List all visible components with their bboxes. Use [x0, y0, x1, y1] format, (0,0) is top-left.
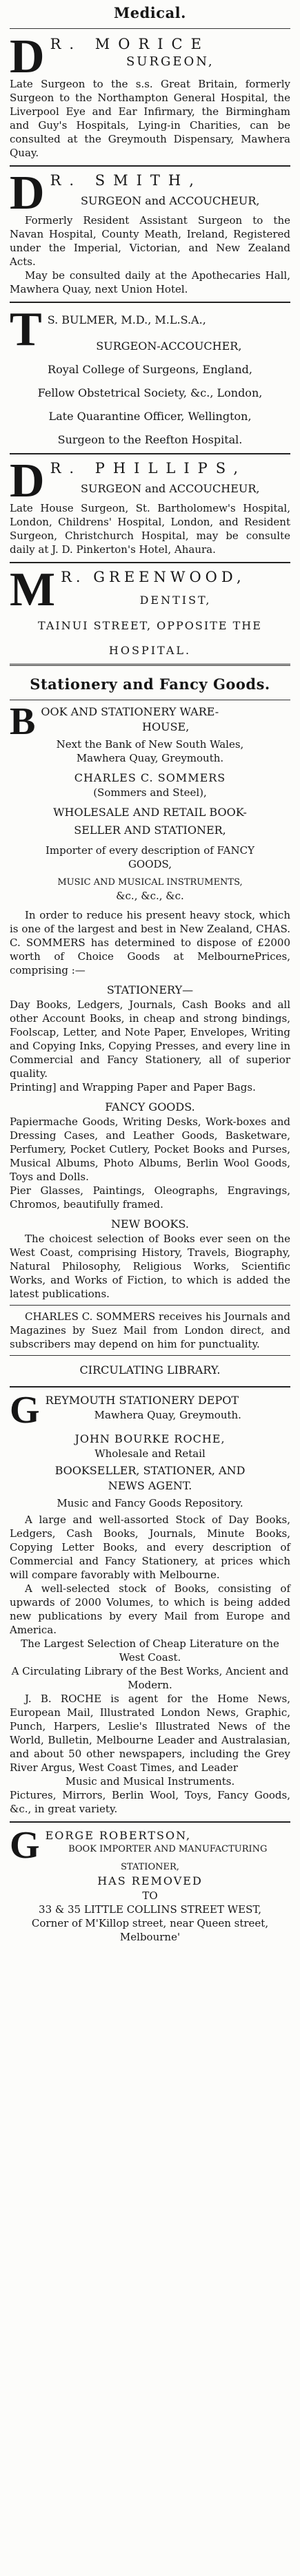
ad-line: BOOK IMPORTER AND MANUFACTURING	[68, 1844, 268, 1854]
ad-body: A well-selected stock of Books, consisting of upwards of 2000 Volumes, to which is being added new publications by every Mail from Europe and America.	[10, 1582, 290, 1636]
ad-line: TAINUI STREET, OPPOSITE THE	[38, 619, 262, 632]
ad-title: SURGEON-ACCOUCHER,	[96, 339, 242, 353]
ad-line: Corner of M'Killop street, near Queen street,	[31, 1917, 269, 1929]
ad-line: Late Quarantine Officer, Wellington,	[48, 410, 252, 423]
ad-title: SURGEON and ACCOUCHEUR,	[81, 194, 260, 208]
ad-name: R. MORICE	[50, 36, 210, 52]
ad-body-2: May be consulted daily at the Apothecaries Hall, Mawhera Quay, next Union Hotel.	[10, 269, 290, 295]
divider	[10, 453, 290, 454]
ad-body: A Circulating Library of the Best Works, Ancient and Modern.	[11, 1665, 289, 1691]
ad-line: Melbourne'	[119, 1931, 181, 1943]
ad-body: Day Books, Ledgers, Journals, Cash Books and all other Account Books, in cheap and strong bindings, Foolscap, Letter, and Note Paper, Envelopes, Writing and Copying Inks, Copying Presses, and every line in Commercial and Fancy Stationery, all of superior quality.	[10, 998, 290, 1080]
medical-section	[0, 0, 300, 666]
ad-line: HAS REMOVED	[97, 1874, 203, 1887]
ad-line: Fellow Obstetrical Society, &c., London,	[37, 386, 263, 399]
ad-body: J. B. ROCHE is agent for the Home News, European Mail, Illustrated London News, Graphic, Punch, Harpers, Leslie's Illustrated News of the World, Bulletin, Melbourne Leader and Australasian, and about 50 other newspapers, including the Grey River Argus, West Coast Times, and Leader	[10, 1693, 290, 1774]
ad-body: The choicest selection of Books ever seen on the West Coast, comprising History, Travels, Biography, Natural Philosophy, Religious Works, Scientific Works, and Works of Fiction, to which is added the latest publications.	[10, 1233, 290, 1300]
ad-body: Formerly Resident Assistant Surgeon to the Navan Hospital, County Meath, Ireland, Registered under the Imperial, Victorian, and New Zealand Acts.	[10, 214, 290, 268]
ad-subhead: CIRCULATING LIBRARY.	[79, 1363, 221, 1376]
ad-morice	[10, 30, 290, 160]
ad-body: Music and Musical Instruments.	[65, 1775, 235, 1788]
ad-trade: NEWS AGENT.	[108, 1479, 192, 1492]
ad-line: Mawhera Quay, Greymouth.	[94, 1409, 241, 1421]
dropcap-letter: G	[10, 1824, 40, 1867]
ad-line: 33 & 35 LITTLE COLLINS STREET WEST,	[39, 1903, 261, 1916]
dropcap-letter: M	[10, 563, 56, 616]
ad-line: Music and Fancy Goods Repository.	[57, 1497, 243, 1509]
ad-trade: WHOLESALE AND RETAIL BOOK-	[53, 806, 247, 819]
ad-body: Pictures, Mirrors, Berlin Wool, Toys, Fancy Goods, &c., in great variety.	[10, 1789, 290, 1815]
ad-body: Late Surgeon to the s.s. Great Britain, formerly Surgeon to the Northampton General Hospital, the Liverpool Eye and Ear Infirmary, the Birmingham and Guy's Hospitals, Lying-in Charities, can be consulted at the Greymouth Dispensary, Mawhera Quay.	[10, 78, 290, 159]
divider	[10, 1386, 290, 1388]
ad-robertson	[10, 1824, 290, 1944]
ad-subhead: FANCY GOODS.	[105, 1100, 195, 1113]
ad-head: REYMOUTH STATIONERY DEPOT	[45, 1394, 239, 1407]
ad-body: Printing] and Wrapping Paper and Paper Bags.	[10, 1081, 256, 1093]
ad-trade: SELLER AND STATIONER,	[74, 824, 226, 837]
ad-subhead: STATIONERY—	[106, 983, 194, 996]
ad-line: HOSPITAL.	[108, 644, 192, 657]
divider	[10, 28, 290, 29]
ad-greenwood	[10, 563, 290, 658]
ad-name: R. PHILLIPS,	[50, 460, 247, 477]
dropcap-letter: D	[10, 30, 45, 83]
ad-name: S. BULMER, M.D., M.L.S.A.,	[47, 313, 206, 326]
divider	[10, 664, 290, 666]
ad-line: Wholesale and Retail	[94, 1447, 206, 1460]
dropcap-letter: B	[10, 700, 36, 743]
ad-name: R. SMITH,	[50, 172, 202, 189]
dropcap-letter: G	[10, 1389, 40, 1432]
ad-phillips	[10, 454, 290, 556]
divider	[10, 165, 290, 167]
ad-body: Late House Surgeon, St. Bartholomew's Hospital, London, Childrens' Hospital, London, and Resident Surgeon, Christchurch Hospital, may be consulte daily at J. D. Pinkerton's Hotel, Ahaura.	[10, 502, 290, 556]
ad-line: Importer of every description of FANCY	[45, 844, 254, 857]
ad-bulmer	[10, 303, 290, 448]
ad-body: Papiermache Goods, Writing Desks, Work-boxes and Dressing Cases, and Leather Goods, Basketware, Perfumery, Pocket Cutlery, Pocket Books and Purses, Musical Albums, Photo Albums, Berlin Wool Goods, Toys and Dolls.	[10, 1116, 290, 1183]
ad-line: &c., &c., &c.	[116, 890, 184, 902]
ad-smith	[10, 167, 290, 296]
medical-heading: Medical.	[114, 4, 186, 21]
ad-line: Surgeon to the Reefton Hospital.	[57, 433, 243, 446]
ad-line: GOODS,	[128, 858, 172, 870]
ad-head: HOUSE,	[142, 720, 190, 733]
ad-body: A large and well-assorted Stock of Day Books, Ledgers, Cash Books, Journals, Minute Books, Copying Letter Books, and every description of Commercial and Fancy Stationery, at prices which will compare favorably with Melbourne.	[10, 1514, 290, 1581]
divider	[10, 1305, 290, 1306]
ad-title: SURGEON and ACCOUCHEUR,	[81, 482, 260, 496]
ad-head: OOK AND STATIONERY WARE-	[41, 705, 219, 718]
ad-title: SURGEON,	[126, 54, 214, 70]
dropcap-letter: D	[10, 167, 45, 220]
ad-title: DENTIST,	[139, 594, 212, 607]
ad-sommers	[10, 700, 290, 1381]
ad-body: In order to reduce his present heavy stock, which is one of the largest and best in New Zealand, CHAS. C. SOMMERS has determined to dispose of £2000 worth of Choice Goods at MelbournePrices, comprising :—	[10, 909, 290, 976]
ad-name: JOHN BOURKE ROCHE,	[74, 1432, 226, 1445]
ad-line: TO	[142, 1889, 158, 1902]
divider	[10, 1821, 290, 1823]
ad-trade: BOOKSELLER, STATIONER, AND	[54, 1464, 246, 1477]
ad-line: Mawhera Quay, Greymouth.	[76, 752, 224, 764]
stationery-heading: Stationery and Fancy Goods.	[30, 676, 270, 693]
stationery-section	[0, 671, 300, 1944]
dropcap-letter: D	[10, 454, 45, 507]
ad-line: Next the Bank of New South Wales,	[56, 738, 244, 751]
ad-line: MUSIC AND MUSICAL INSTRUMENTS,	[57, 877, 243, 888]
ad-subhead: NEW BOOKS.	[111, 1217, 189, 1231]
ad-name: EORGE ROBERTSON,	[45, 1829, 192, 1842]
ad-name: CHARLES C. SOMMERS	[74, 771, 226, 784]
divider	[10, 302, 290, 303]
ad-body: CHARLES C. SOMMERS receives his Journals and Magazines by Suez Mail from London direct, and subscribers may depend on him for punctuality.	[10, 1310, 290, 1350]
ad-body: Pier Glasses, Paintings, Oleographs, Engravings, Chromos, beautifully framed.	[10, 1184, 290, 1211]
ad-line: Royal College of Surgeons, England,	[48, 363, 252, 376]
divider	[10, 1355, 290, 1356]
ad-name: R. GREENWOOD,	[61, 569, 246, 585]
ad-line: (Sommers and Steel),	[93, 786, 207, 799]
ad-roche	[10, 1389, 290, 1816]
ad-line: STATIONER,	[121, 1862, 179, 1872]
ad-body: The Largest Selection of Cheap Literature on the West Coast.	[21, 1637, 279, 1664]
dropcap-letter: T	[10, 303, 42, 356]
